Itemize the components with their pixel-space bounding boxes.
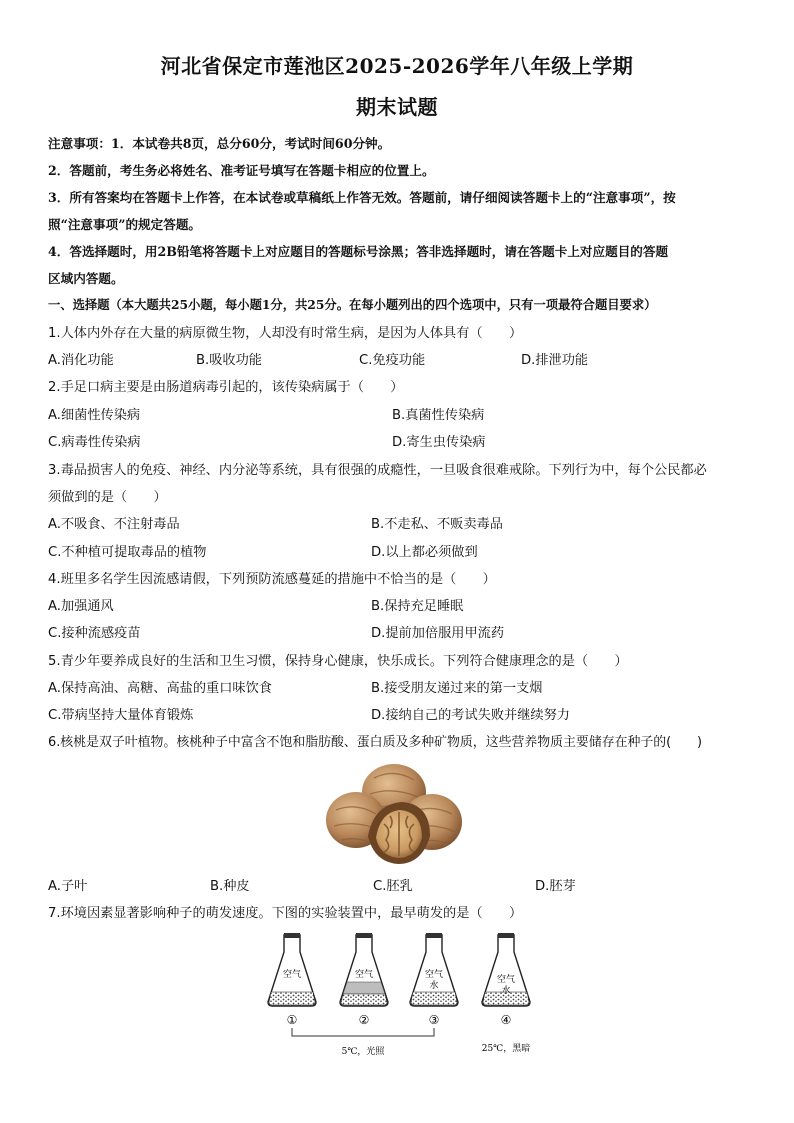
q5-option-b: B.接受朋友递过来的第一支烟 [371, 681, 543, 696]
flask-4-number: ④ [500, 1013, 512, 1027]
q4-option-d: D.提前加倍服用甲流药 [371, 626, 505, 641]
question-3-stem-line-2: 须做到的是（ ） [48, 490, 167, 505]
q1-option-a: A.消化功能 [48, 353, 114, 368]
question-2-stem: 2.手足口病主要是由肠道病毒引起的，该传染病属于（ ） [48, 380, 404, 395]
q5-option-c: C.带病坚持大量体育锻炼 [48, 708, 194, 723]
exam-subtitle: 期末试题 [356, 95, 438, 119]
flask-2-air-label: 空气 [354, 970, 374, 980]
q3-option-a: A.不吸食、不注射毒品 [48, 517, 180, 532]
condition-left-label: 5℃，光照 [341, 1047, 385, 1057]
note-line-5: 4．答选择题时，用2B铅笔将答题卡上对应题目的答题标号涂黑；答非选择题时，请在答题卡上对应题目的答题 [48, 244, 669, 259]
walnut-image [322, 758, 466, 868]
q4-option-a: A.加强通风 [48, 599, 114, 614]
q1-option-b: B.吸收功能 [196, 353, 262, 368]
flask-3-air-label: 空气 [424, 970, 444, 980]
flask-3-water-label: 水 [429, 981, 439, 991]
note-line-1: 注意事项：1．本试卷共8页，总分60分，考试时间60分钟。 [48, 136, 391, 151]
question-3-stem-line-1: 3.毒品损害人的免疫、神经、内分泌等系统，具有很强的成瘾性，一旦吸食很难戒除。下列行为中，每个公民都必 [48, 463, 707, 478]
q3-option-b: B.不走私、不贩卖毒品 [371, 517, 503, 532]
question-1-stem: 1.人体内外存在大量的病原微生物，人却没有时常生病，是因为人体具有（ ） [48, 326, 523, 341]
q3-option-d: D.以上都必须做到 [371, 545, 478, 560]
q4-option-c: C.接种流感疫苗 [48, 626, 141, 641]
flask-1-number: ① [286, 1013, 298, 1027]
q1-option-d: D.排泄功能 [521, 353, 589, 368]
exam-title: 河北省保定市莲池区2025-2026学年八年级上学期 [160, 54, 634, 78]
q6-option-b: B.种皮 [210, 879, 250, 894]
bracket-flasks-1-3 [292, 1028, 434, 1036]
note-line-6: 区域内答题。 [48, 271, 124, 286]
q6-option-d: D.胚芽 [535, 879, 576, 894]
question-6-stem: 6.核桃是双子叶植物。核桃种子中富含不饱和脂肪酸、蛋白质及多种矿物质，这些营养物质主要储存在种子的( ) [48, 735, 702, 750]
q1-option-c: C.免疫功能 [359, 353, 426, 368]
flask-4-air-label: 空气 [496, 975, 516, 985]
q5-option-a: A.保持高油、高糖、高盐的重口味饮食 [48, 681, 272, 696]
q2-option-b: B.真菌性传染病 [392, 408, 485, 423]
q3-option-c: C.不种植可提取毒品的植物 [48, 545, 207, 560]
flask-4-water-label: 水 [501, 986, 511, 996]
q2-option-c: C.病毒性传染病 [48, 435, 141, 450]
q5-option-d: D.接纳自己的考试失败并继续努力 [371, 708, 570, 723]
flask-2-number: ② [358, 1013, 370, 1027]
note-line-3: 3．所有答案均在答题卡上作答，在本试卷或草稿纸上作答无效。答题前，请仔细阅读答题卡上的“注意事项”，按 [48, 190, 676, 205]
q2-option-a: A.细菌性传染病 [48, 408, 141, 423]
germination-experiment-figure [262, 930, 562, 1060]
q4-option-b: B.保持充足睡眠 [371, 599, 464, 614]
q6-option-c: C.胚乳 [373, 879, 413, 894]
question-7-stem: 7.环境因素显著影响种子的萌发速度。下图的实验装置中，最早萌发的是（ ） [48, 906, 523, 921]
question-5-stem: 5.青少年要养成良好的生活和卫生习惯，保持身心健康，快乐成长。下列符合健康理念的是（ ） [48, 654, 628, 669]
section-heading: 一、选择题（本大题共25小题，每小题1分，共25分。在每小题列出的四个选项中，只有一项最符合题目要求） [48, 297, 657, 312]
q6-option-a: A.子叶 [48, 879, 88, 894]
question-4-stem: 4.班里多名学生因流感请假，下列预防流感蔓延的措施中不恰当的是（ ） [48, 572, 496, 587]
note-line-2: 2．答题前，考生务必将姓名、准考证号填写在答题卡相应的位置上。 [48, 163, 435, 178]
flask-3-number: ③ [428, 1013, 440, 1027]
condition-right-label: 25℃，黑暗 [481, 1044, 531, 1054]
q2-option-d: D.寄生虫传染病 [392, 435, 486, 450]
flask-1-air-label: 空气 [282, 970, 302, 980]
note-line-4: 照“注意事项”的规定答题。 [48, 217, 202, 232]
